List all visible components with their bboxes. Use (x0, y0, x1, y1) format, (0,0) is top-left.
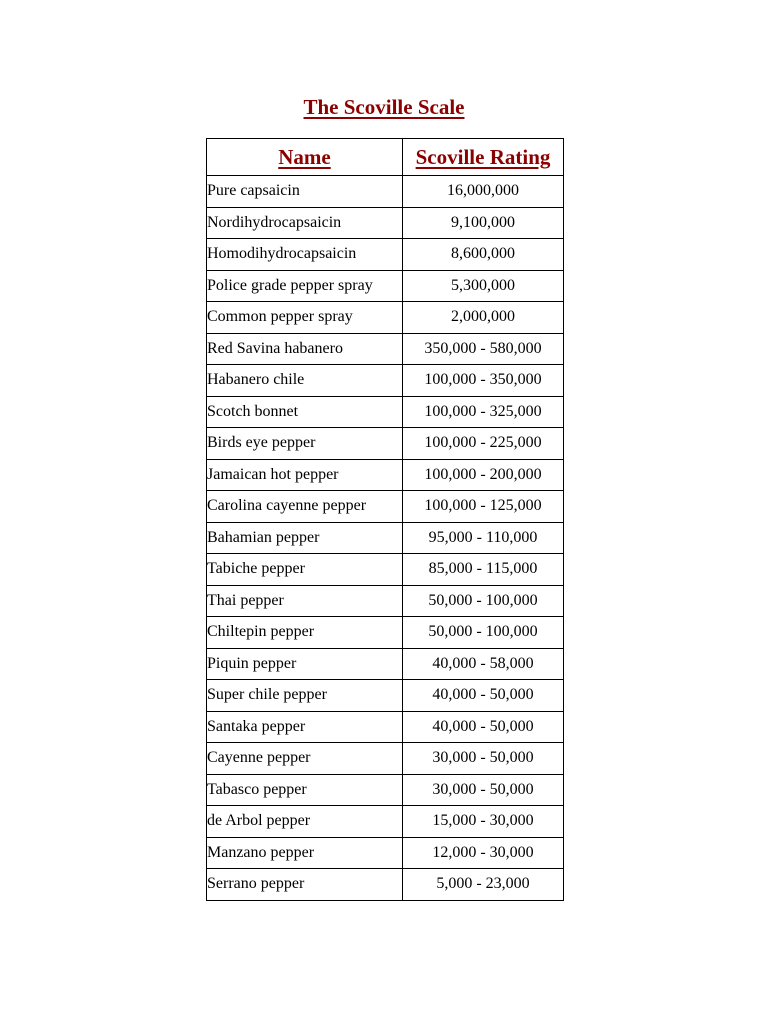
table-row (207, 680, 564, 712)
table-row (207, 711, 564, 743)
table-row (207, 459, 564, 491)
table-row (207, 554, 564, 586)
scoville-rating-cell: 40,000 - 50,000 (403, 680, 564, 712)
pepper-name-cell: Bahamian pepper (207, 522, 403, 554)
table-row (207, 491, 564, 523)
table-row (207, 585, 564, 617)
scoville-rating-cell: 350,000 - 580,000 (403, 333, 564, 365)
pepper-name-cell: Cayenne pepper (207, 743, 403, 775)
table-row (207, 869, 564, 901)
pepper-name-cell: Santaka pepper (207, 711, 403, 743)
table-row (207, 176, 564, 208)
scoville-rating-cell: 40,000 - 58,000 (403, 648, 564, 680)
table-row (207, 302, 564, 334)
column-header-name: Name (207, 139, 403, 176)
pepper-name-cell: Carolina cayenne pepper (207, 491, 403, 523)
pepper-name-cell: Thai pepper (207, 585, 403, 617)
scoville-rating-cell: 100,000 - 225,000 (403, 428, 564, 460)
scoville-rating-cell: 5,000 - 23,000 (403, 869, 564, 901)
table-row (207, 365, 564, 397)
table-row (207, 806, 564, 838)
pepper-name-cell: Piquin pepper (207, 648, 403, 680)
pepper-name-cell: Chiltepin pepper (207, 617, 403, 649)
scoville-rating-cell: 100,000 - 125,000 (403, 491, 564, 523)
scoville-rating-cell: 16,000,000 (403, 176, 564, 208)
pepper-name-cell: Manzano pepper (207, 837, 403, 869)
pepper-name-cell: Pure capsaicin (207, 176, 403, 208)
table-row (207, 207, 564, 239)
scoville-rating-cell: 100,000 - 200,000 (403, 459, 564, 491)
scoville-rating-cell: 30,000 - 50,000 (403, 774, 564, 806)
table-row (207, 270, 564, 302)
pepper-name-cell: Police grade pepper spray (207, 270, 403, 302)
page-title: The Scoville Scale (303, 95, 465, 119)
column-header-rating: Scoville Rating (403, 139, 564, 176)
scoville-table (206, 138, 564, 901)
pepper-name-cell: Nordihydrocapsaicin (207, 207, 403, 239)
pepper-name-cell: Red Savina habanero (207, 333, 403, 365)
scoville-rating-cell: 100,000 - 350,000 (403, 365, 564, 397)
table-header-row (207, 139, 564, 176)
table-row (207, 617, 564, 649)
table-row (207, 428, 564, 460)
scoville-rating-cell: 2,000,000 (403, 302, 564, 334)
scoville-rating-cell: 15,000 - 30,000 (403, 806, 564, 838)
scoville-rating-cell: 12,000 - 30,000 (403, 837, 564, 869)
scoville-rating-cell: 8,600,000 (403, 239, 564, 271)
scoville-rating-cell: 40,000 - 50,000 (403, 711, 564, 743)
table-row (207, 837, 564, 869)
scoville-rating-cell: 5,300,000 (403, 270, 564, 302)
pepper-name-cell: Serrano pepper (207, 869, 403, 901)
pepper-name-cell: Jamaican hot pepper (207, 459, 403, 491)
table-body (207, 176, 564, 901)
table-row (207, 239, 564, 271)
table-row (207, 396, 564, 428)
pepper-name-cell: Tabiche pepper (207, 554, 403, 586)
pepper-name-cell: Scotch bonnet (207, 396, 403, 428)
table-row (207, 743, 564, 775)
scoville-rating-cell: 95,000 - 110,000 (403, 522, 564, 554)
pepper-name-cell: Birds eye pepper (207, 428, 403, 460)
scoville-rating-cell: 30,000 - 50,000 (403, 743, 564, 775)
scoville-rating-cell: 50,000 - 100,000 (403, 617, 564, 649)
pepper-name-cell: Homodihydrocapsaicin (207, 239, 403, 271)
scoville-rating-cell: 85,000 - 115,000 (403, 554, 564, 586)
table-row (207, 333, 564, 365)
pepper-name-cell: Super chile pepper (207, 680, 403, 712)
pepper-name-cell: de Arbol pepper (207, 806, 403, 838)
table-row (207, 522, 564, 554)
scoville-rating-cell: 50,000 - 100,000 (403, 585, 564, 617)
pepper-name-cell: Common pepper spray (207, 302, 403, 334)
pepper-name-cell: Tabasco pepper (207, 774, 403, 806)
pepper-name-cell: Habanero chile (207, 365, 403, 397)
scoville-rating-cell: 9,100,000 (403, 207, 564, 239)
table-row (207, 648, 564, 680)
scoville-rating-cell: 100,000 - 325,000 (403, 396, 564, 428)
table-row (207, 774, 564, 806)
